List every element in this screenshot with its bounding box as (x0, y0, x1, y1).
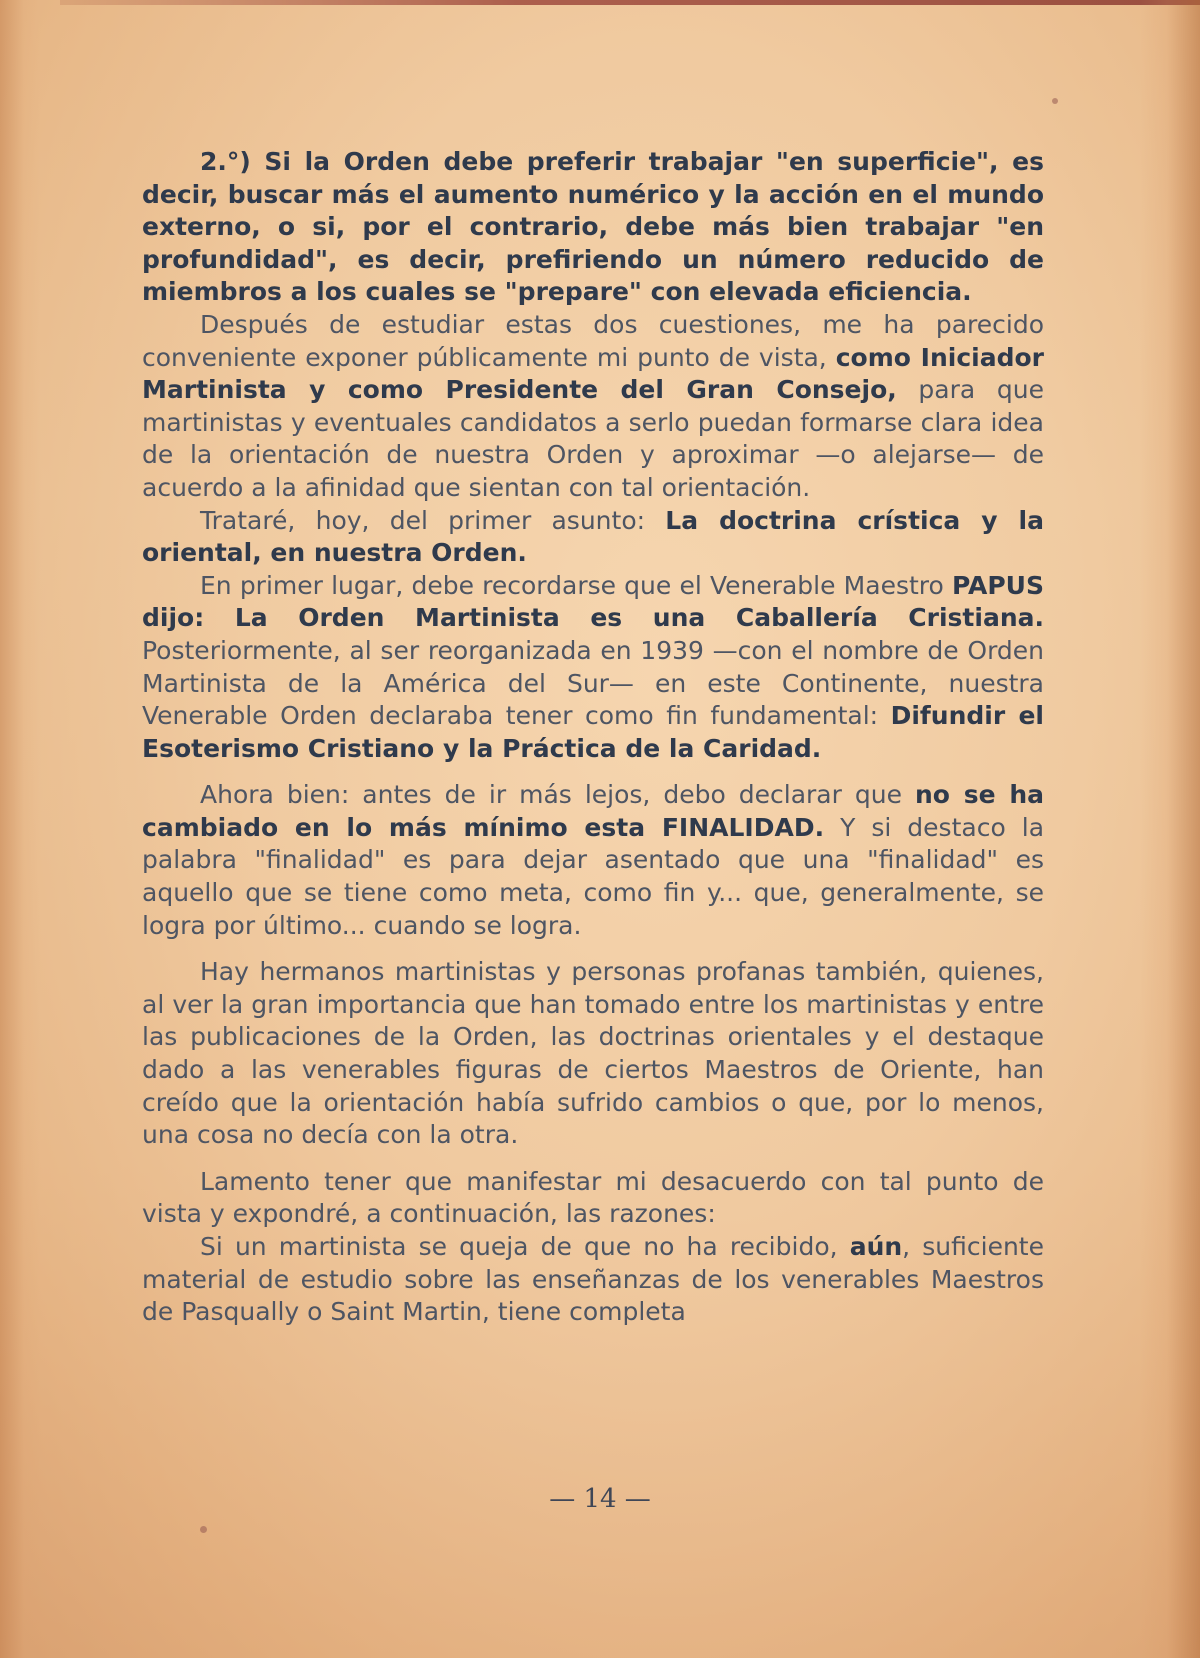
text-run: En primer lugar, debe recordarse que el Venerable Maestro (200, 570, 952, 600)
text-run: Difundir el Esoterismo Cristiano y la Práctica de la Caridad. (142, 701, 1044, 763)
page-top-edge (60, 0, 1200, 5)
text-run: Después de estudiar estas dos cuestiones, me ha parecido conveniente exponer públicamente mi punto de vista, (142, 309, 1044, 372)
paper-speck (1052, 98, 1058, 104)
paragraph (142, 570, 1044, 766)
text-run: para que martinistas y eventuales candidatos a serlo puedan formarse clara idea de la orientación de nuestra Orden y aproximar —o alejarse— de acuerdo a la afinidad que sientan con tal orientación. (142, 375, 1044, 502)
paragraph (142, 956, 1044, 1152)
text-run: PAPUS dijo: La Orden Martinista es una Caballería Cristiana. (142, 570, 1044, 633)
paragraph (142, 779, 1044, 942)
text-run: La doctrina crística y la oriental, en nuestra Orden. (142, 505, 1044, 568)
text-run: , suficiente material de estudio sobre las enseñanzas de los venerables Maestros de Pasqually o Saint Martin, tiene completa (142, 1232, 1044, 1327)
text-run: Ahora bien: antes de ir más lejos, debo declarar que (200, 780, 915, 810)
body-text (142, 146, 1044, 1329)
paragraph (142, 309, 1044, 505)
text-run: Trataré, hoy, del primer asunto: (200, 505, 666, 535)
text-run: como Iniciador Martinista y como Presidente del Gran Consejo, (142, 342, 1044, 405)
paper-speck (200, 1526, 207, 1533)
text-run: Si un martinista se queja de que no ha recibido, (200, 1232, 850, 1261)
page-number: — 14 — (549, 1484, 651, 1514)
paragraph (142, 505, 1044, 570)
paragraph (142, 1166, 1044, 1231)
paragraph (142, 1231, 1044, 1329)
text-run: Posteriormente, al ser reorganizada en 1939 —con el nombre de Orden Martinista de la América del Sur— en este Continente, nuestra Venerable Orden declaraba tener como fin fundamental: (142, 635, 1044, 731)
text-run: Y si destaco la palabra "finalidad" es para dejar asentado que una "finalidad" es aquello que se tiene como meta, como fin y... que, generalmente, se logra por último... cuando se logra. (142, 812, 1045, 940)
text-run: Lamento tener que manifestar mi desacuerdo con tal punto de vista y expondré, a continuación, las razones: (142, 1166, 1044, 1229)
text-run: 2.°) Si la Orden debe preferir trabajar "en superficie", es decir, buscar más el aumento numérico y la acción en el mundo externo, o si, por el contrario, debe más bien trabajar "en profundidad", es decir, prefiriendo un número reducido de miembros a los cuales se "prepare" con elevada eficiencia. (142, 147, 1044, 307)
text-run: Hay hermanos martinistas y personas profanas también, quienes, al ver la gran importancia que han tomado entre los martinistas y entre las publicaciones de la Orden, las doctrinas orientales y el destaque dado a las venerables figuras de ciertos Maestros de Oriente, han creído que la orientación había sufrido cambios o que, por lo menos, una cosa no decía con la otra. (142, 957, 1044, 1150)
text-run: no se ha cambiado en lo más mínimo esta FINALIDAD. (142, 780, 1044, 842)
text-run: aún (849, 1232, 903, 1261)
paragraph (142, 146, 1044, 309)
